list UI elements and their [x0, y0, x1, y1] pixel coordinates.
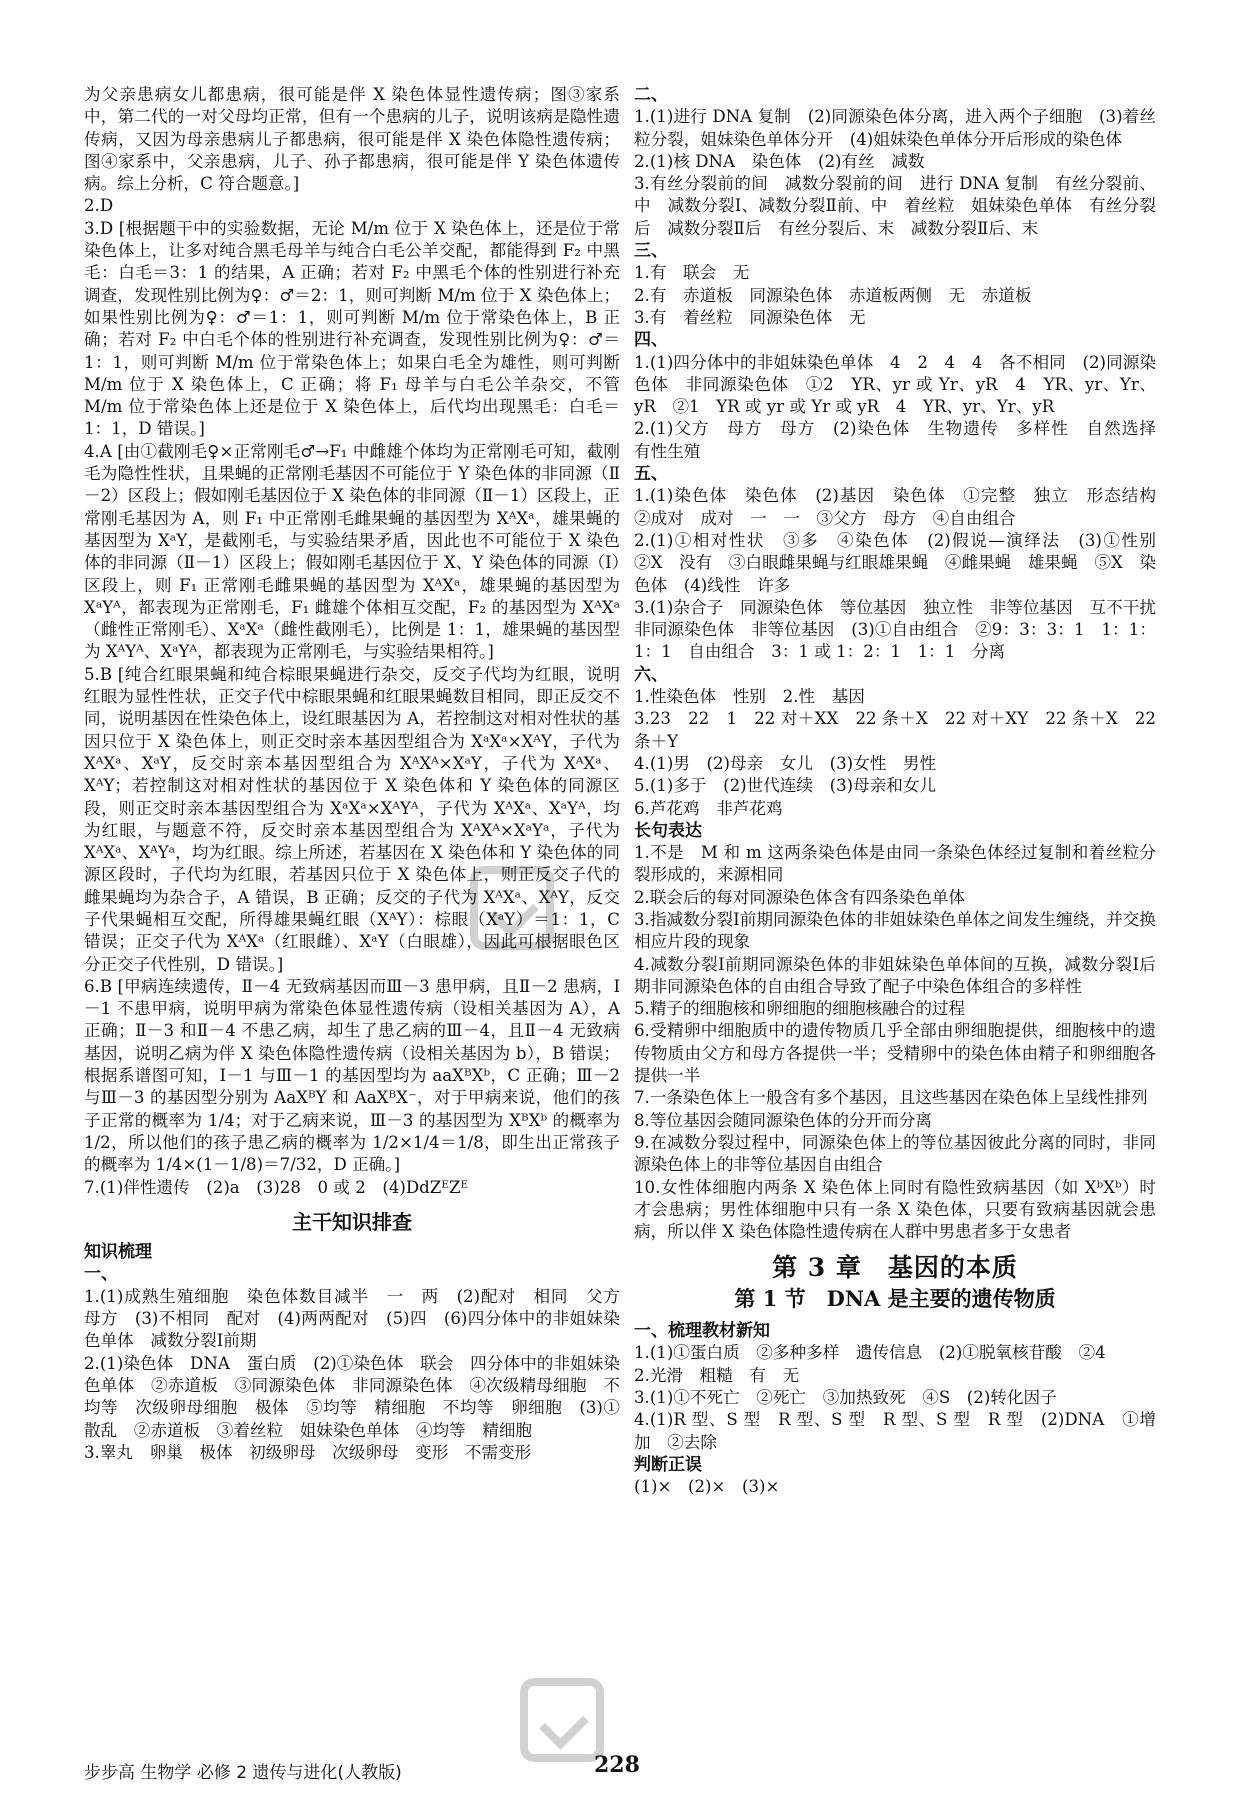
answer-item: 7.(1)伴性遗传 (2)a (3)28 0 或 2 (4)DdZᴱZᴱ — [84, 1177, 469, 1197]
list-item: 7.一条染色体上一般含有多个基因，且这些基因在染色体上呈线性排列 — [634, 1088, 1148, 1108]
answer-item: 2.D — [84, 196, 114, 216]
list-item: 4.(1)R 型、S 型 R 型、S 型 R 型、S 型 R 型 (2)DNA ①增加 ②去除 — [634, 1410, 1156, 1452]
list-item: 5.精子的细胞核和卵细胞的细胞核融合的过程 — [634, 999, 966, 1019]
footer-book-title: 步步高 生物学 必修 2 遗传与进化(人教版) — [84, 1763, 402, 1783]
list-item: 10.女性体细胞内两条 X 染色体上同时有隐性致病基因（如 XᵇXᵇ）时才会患病；男性体细胞中只有一条 X 染色体，只要有致病基因就会患病，所以伴 X 染色体隐性遗传病在人群中男患者多于女患者 — [634, 1177, 1156, 1242]
list-item: 3.指减数分裂Ⅰ前期同源染色体的非姐妹染色单体之间发生缠绕，并交换相应片段的现象 — [634, 909, 1156, 952]
list-item: 2.(1)染色体 DNA 蛋白质 (2)①染色体 联会 四分体中的非姐妹染色单体 ②赤道板 ③同源染色体 非同源染色体 ④次级精母细胞 不均等 次级卵母细胞 极体 ⑤均等 精细胞 不均等 卵细胞 (3)①散乱 ②赤道板 ③着丝粒 姐妹染色单体 ④均等 精细胞 — [84, 1353, 620, 1440]
part-label: 三、 — [634, 241, 668, 262]
list-item: 2.联会后的每对同源染色体含有四条染色单体 — [634, 887, 966, 907]
list-item: 9.在减数分裂过程中，同源染色体上的等位基因彼此分离的同时，非同源染色体上的非等位基因自由组合 — [634, 1132, 1156, 1175]
part-label: 二、 — [634, 85, 668, 105]
answer-item: 4.A [由①截刚毛♀×正常刚毛♂→F₁ 中雌雄个体均为正常刚毛可知，截刚毛为隐性性状，且果蝇的正常刚毛基因不可能位于 Y 染色体的非同源（Ⅱ－2）区段上；假如刚毛基因位于 X 染色体的非同源（Ⅱ－1）区段上，正常刚毛基因为 A，则 F₁ 中正常刚毛雌果蝇的基因型为 XᴬXᵃ，雄果蝇的基因型为 XᵃY，是截刚毛，与实验结果矛盾，因此也不可能位于 X 染色体的非同源（Ⅱ－1）区段上；假如刚毛基因位于 X、Y 染色体的同源（Ⅰ）区段上，则 F₁ 正常刚毛雌果蝇的基因型为 XᴬXᵃ，雄果蝇的基因型为 XᵃYᴬ，都表现为正常刚毛，F₁ 雌雄个体相互交配，F₂ 的基因型为 XᴬXᵃ（雌性正常刚毛）、XᵃXᵃ（雌性截刚毛），比例是 1：1，雄果蝇的基因型为 XᴬYᴬ、XᵃYᴬ，都表现为正常刚毛，与实验结果相符。] — [84, 441, 621, 662]
list-item: 4.(1)男 (2)母亲 女儿 (3)女性 男性 — [634, 753, 937, 773]
long-answer-label: 长句表达 — [634, 820, 702, 841]
list-item: 2.有 赤道板 同源染色体 赤道板两侧 无 赤道板 — [634, 285, 1032, 305]
list-item: 6.受精卵中细胞质中的遗传物质几乎全部由卵细胞提供，细胞核中的遗传物质由父方和母方各提供一半；受精卵中的染色体由精子和卵细胞各提供一半 — [634, 1021, 1156, 1086]
list-item: 1.(1)①蛋白质 ②多种多样 遗传信息 (2)①脱氧核苷酸 ②4 — [634, 1343, 1106, 1363]
part-label: 五、 — [634, 464, 668, 485]
list-item: 3.(1)①不死亡 ②死亡 ③加热致死 ④S (2)转化因子 — [634, 1387, 1057, 1407]
list-item: 5.(1)多于 (2)世代连续 (3)母亲和女儿 — [634, 776, 937, 796]
sort-label: 一、梳理教材新知 — [634, 1321, 770, 1342]
list-item: 2.(1)①相对性状 ③多 ④染色体 (2)假说—演绎法 (3)①性别 ②X 没有 ③白眼雌果蝇与红眼雄果蝇 ④雌果蝇 雄果蝇 ⑤X 染色体 (4)线性 许多 — [634, 530, 1173, 595]
list-item: 8.等位基因会随同源染色体的分开而分离 — [634, 1110, 932, 1130]
list-item: (1)× (2)× (3)× — [634, 1477, 780, 1497]
checkmark-icon — [520, 1678, 604, 1762]
answer-item: 3.D [根据题干中的实验数据，无论 M/m 位于 X 染色体上，还是位于常染色体上，让多对纯合黑毛母羊与纯合白毛公羊交配，都能得到 F₂ 中黑毛：白毛＝3：1 的结果，A 正确；若对 F₂ 中黑毛个体的性别进行补充调查，发现性别比例为♀：♂＝2：1，则可判断 M/m 位于 X 染色体上；如果性别比例为♀：♂＝1：1，则可判断 M/m 位于常染色体上，B 正确；若对 F₂ 中白毛个体的性别进行补充调查，发现性别比例为♀：♂＝1：1，则可判断 M/m 位于常染色体上；如果白毛全为雄性，则可判断 M/m 位于 X 染色体上，C 正确；将 F₁ 母羊与白毛公羊杂交，不管 M/m 位于常染色体上还是位于 X 染色体上，后代均出现黑毛：白毛＝1：1，D 错误。] — [84, 218, 620, 439]
list-item: 6.芦花鸡 非芦花鸡 — [634, 798, 783, 818]
page-number: 228 — [594, 1752, 640, 1778]
answer-item: 5.B [纯合红眼果蝇和纯合棕眼果蝇进行杂交，反交子代均为红眼，说明红眼为显性性状，正交子代中棕眼果蝇和红眼果蝇数目相同，即正反交不同，说明基因在性染色体上，设红眼基因为 A，若控制这对相对性状的基因只位于 X 染色体上，则正交时亲本基因型组合为 XᵃXᵃ×XᴬY，子代为 XᴬXᵃ、XᵃY，反交时亲本基因型组合为 XᴬXᴬ×XᵃY，子代为 XᴬXᵃ、XᴬY；若控制这对相对性状的基因位于 X 染色体和 Y 染色体的同源区段，则正交时亲本基因型组合为 XᵃXᵃ×XᴬYᴬ，子代为 XᴬXᵃ、XᵃYᴬ，均为红眼，与题意不符，反交时亲本基因型组合为 XᴬXᴬ×XᵃYᵃ，子代为 XᴬXᵃ、XᴬYᵃ，均为红眼。综上所述，若基因在 X 染色体和 Y 染色体的同源区段时，子代均为红眼，若基因只位于 X 染色体上，则正反交子代的雌果蝇均为杂合子，A 错误，B 正确；反交的子代为 XᴬXᵃ、XᴬY，反交子代果蝇相互交配，所得雄果蝇红眼（XᴬY）：棕眼（XᵃY）＝1：1，C 错误；正交子代为 XᴬXᵃ（红眼雌）、XᵃY（白眼雄），因此可根据眼色区分正交子代性别，D 错误。] — [84, 664, 620, 974]
judge-label: 判断正误 — [634, 1454, 702, 1475]
answer-item: 6.B [甲病连续遗传，Ⅱ－4 无致病基因而Ⅲ－3 患甲病，且Ⅱ－2 患病，Ⅰ－1 不患甲病，说明甲病为常染色体显性遗传病（设相关基因为 A），A 正确；Ⅱ－3 和Ⅱ－4 不患乙病，却生了患乙病的Ⅲ－4，且Ⅱ－4 无致病基因，说明乙病为伴 X 染色体隐性遗传病（设相关基因为 b），B 错误；根据系谱图可知，Ⅰ－1 与Ⅲ－1 的基因型均为 aaXᴮXᵇ，C 正确；Ⅲ－2 与Ⅲ－3 的基因型分别为 AaXᴮY 和 AaXᴮX⁻，对于甲病来说，他们的孩子正常的概率为 1/4；对于乙病来说，Ⅲ－3 的基因型为 XᴮXᵇ 的概率为 1/2，所以他们的孩子患乙病的概率为 1/2×1/4＝1/8，即生出正常孩子的概率为 1/4×(1－1/8)＝7/32，D 正确。] — [84, 976, 620, 1175]
list-item: 3.23 22 1 22 对＋XX 22 条＋X 22 对＋XY 22 条＋X 22 条＋Y — [634, 709, 1156, 751]
chapter-title: 第 3 章 基因的本质 — [772, 1253, 1018, 1283]
list-item: 1.(1)成熟生殖细胞 染色体数目减半 一 两 (2)配对 相同 父方 母方 (3)不相同 配对 (4)两两配对 (5)四 (6)四分体中的非姐妹染色单体 减数分裂Ⅰ前期 — [84, 1286, 637, 1351]
list-item: 2.(1)核 DNA 染色体 (2)有丝 减数 — [634, 151, 925, 171]
list-item: 1.(1)四分体中的非姐妹染色单体 4 2 4 4 各不相同 (2)同源染色体 非同源染色体 ①2 YR、yr 或 Yr、yR 4 YR、yr、Yr、yR ②1 YR 或 yr 或 Yr 或 yR 4 YR、yr、Yr、yR — [634, 352, 1156, 417]
left-column — [84, 84, 637, 1464]
list-item: 2.(1)父方 母方 母方 (2)染色体 生物遗传 多样性 自然选择 有性生殖 — [634, 419, 1173, 461]
section-heading: 第 1 节 DNA 是主要的遗传物质 — [734, 1285, 1056, 1311]
list-item: 1.不是 M 和 m 这两条染色体是由同一条染色体经过复制和着丝粒分裂形成的，来源相同 — [634, 843, 1156, 885]
part-label: 六、 — [634, 664, 668, 685]
part-label: 四、 — [634, 330, 668, 351]
section-title: 主干知识排查 — [292, 1209, 412, 1234]
list-item: 1.(1)染色体 染色体 (2)基因 染色体 ①完整 独立 形态结构 ②成对 成对 一 一 ③父方 母方 ④自由组合 — [634, 486, 1173, 528]
subsection-title: 知识梳理 — [84, 1242, 152, 1263]
part-label: 一、 — [84, 1264, 118, 1285]
list-item: 3.有 着丝粒 同源染色体 无 — [634, 307, 866, 327]
list-item: 1.有 联会 无 — [634, 263, 750, 283]
intro-paragraph: 为父亲患病女儿都患病，很可能是伴 X 染色体显性遗传病；图③家系中，第二代的一对父母均正常，但有一个患病的儿子，说明该病是隐性遗传病，又因为母亲患病儿子都患病，很可能是伴 X 染色体隐性遗传病；图④家系中，父亲患病，儿子、孙子都患病，很可能是伴 Y 染色体遗传病。综上分析，C 符合题意。] — [84, 85, 620, 194]
list-item: 3.睾丸 卵巢 极体 初级卵母 次级卵母 变形 不需变形 — [84, 1442, 532, 1462]
list-item: 2.光滑 粗糙 有 无 — [634, 1365, 800, 1385]
list-item: 3.(1)杂合子 同源染色体 等位基因 独立性 非等位基因 互不干扰 非同源染色体 非等位基因 (3)①自由组合 ②9：3：3：1 1：1：1：1 自由组合 3：1 或 1：2：1 1：1 分离 — [634, 597, 1173, 662]
right-column — [634, 84, 1173, 1498]
list-item: 4.减数分裂Ⅰ前期同源染色体的非姐妹染色单体间的互换，减数分裂Ⅰ后期非同源染色体的自由组合导致了配子中染色体组合的多样性 — [634, 954, 1156, 996]
list-item: 1.性染色体 性别 2.性 基因 — [634, 687, 865, 707]
list-item: 1.(1)进行 DNA 复制 (2)同源染色体分离，进入两个子细胞 (3)着丝粒分裂，姐妹染色单体分开 (4)姐妹染色单体分开后形成的染色体 — [634, 107, 1156, 149]
list-item: 3.有丝分裂前的间 减数分裂前的间 进行 DNA 复制 有丝分裂前、中 减数分裂Ⅰ、减数分裂Ⅱ前、中 着丝粒 姐妹染色单体 有丝分裂后 减数分裂Ⅱ后 有丝分裂后、末 减数分裂Ⅱ后、末 — [634, 174, 1156, 238]
